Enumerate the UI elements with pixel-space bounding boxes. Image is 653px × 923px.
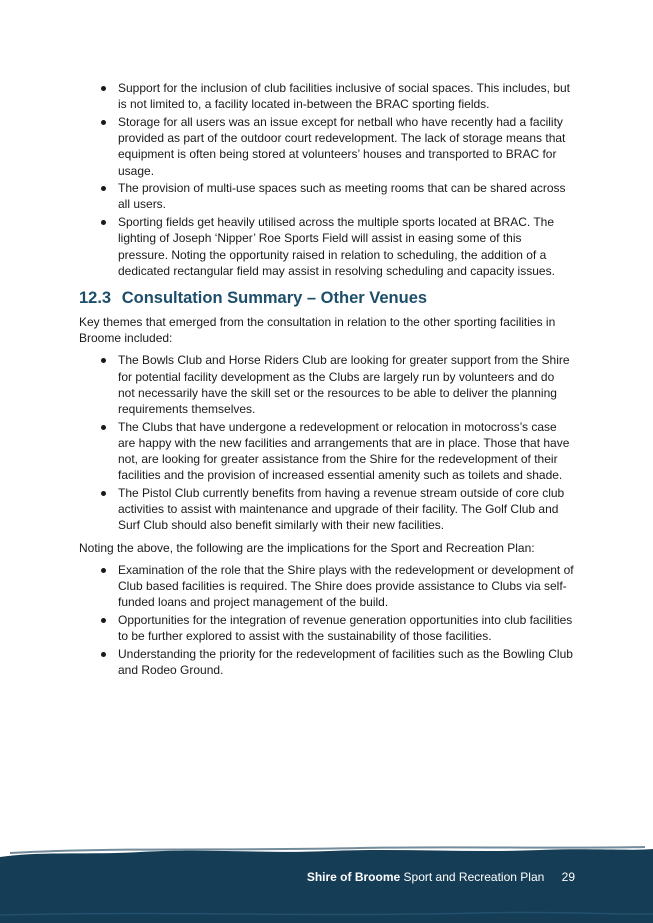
bullet-icon (101, 86, 106, 91)
bullet-icon (101, 568, 106, 573)
implications-intro: Noting the above, the following are the implications for the Sport and Recreation Plan: (79, 540, 535, 555)
bullet-icon (101, 425, 106, 430)
venues-bullet-list (79, 352, 574, 533)
footer-brush-band (0, 845, 653, 923)
list-item: The Pistol Club currently benefits from having a revenue stream outside of core club activities to assist with maintenance and upgrade of their facility. The Golf Club and Surf Club should also benefit similarly with their new facilities. (79, 485, 574, 534)
section-number: 12.3 (79, 288, 112, 307)
footer-band-shape (0, 849, 653, 923)
section-title: Consultation Summary – Other Venues (121, 288, 428, 307)
page-body (79, 80, 574, 680)
list-item: Understanding the priority for the redevelopment of facilities such as the Bowling Club and Rodeo Ground. (79, 646, 574, 678)
list-item: Support for the inclusion of club facilities inclusive of social spaces. This includes, but is not limited to, a facility located in-between the BRAC sporting fields. (79, 80, 574, 112)
bullet-icon (101, 358, 106, 363)
bullet-icon (101, 618, 106, 623)
footer-caption (307, 870, 575, 884)
section-heading (79, 288, 574, 308)
bullet-icon (101, 120, 106, 125)
footer-org: Shire of Broome (306, 870, 401, 884)
footer-doc-title: Sport and Recreation Plan (403, 870, 545, 884)
list-item: The Clubs that have undergone a redevelopment or relocation in motocross’s case are happy with the new facilities and arrangements that are in place. Those that have not, are looking for greater assistance from the Shire for the redevelopment of their facilities and the provision of increased essential amenity such as toilets and shade. (79, 419, 574, 484)
list-item: Sporting fields get heavily utilised across the multiple sports located at BRAC. The lighting of Joseph ‘Nipper’ Roe Sports Field will assist in easing some of this pressure. Noting the opportunity raised in relation to scheduling, the addition of a dedicated rectangular field may assist in resolving scheduling and capacity issues. (79, 214, 574, 279)
bullet-icon (101, 220, 106, 225)
list-item: Storage for all users was an issue except for netball who have recently had a facility provided as part of the outdoor court redevelopment. The lack of storage means that equipment is often being stored at volunteers’ houses and transported to BRAC for usage. (79, 114, 574, 179)
implications-bullet-list (79, 562, 574, 678)
list-item: Examination of the role that the Shire plays with the redevelopment or development of Club based facilities is required. The Shire does provide assistance to Clubs via self-funded loans and project management of the build. (79, 562, 574, 611)
bullet-icon (101, 652, 106, 657)
page-number: 29 (561, 870, 575, 884)
list-item: The Bowls Club and Horse Riders Club are looking for greater support from the Shire for potential facility development as the Clubs are largely run by volunteers and do not necessarily have the skill set or the resources to be able to deliver the planning requirements themselves. (79, 352, 574, 417)
list-item: Opportunities for the integration of revenue generation opportunities into club facilities to be further explored to assist with the sustainability of those facilities. (79, 612, 574, 644)
bullet-icon (101, 491, 106, 496)
bullet-icon (101, 186, 106, 191)
section-intro: Key themes that emerged from the consultation in relation to the other sporting facilities in Broome included: (79, 314, 556, 346)
list-item: The provision of multi-use spaces such as meeting rooms that can be shared across all users. (79, 180, 574, 212)
top-bullet-list (79, 80, 574, 279)
